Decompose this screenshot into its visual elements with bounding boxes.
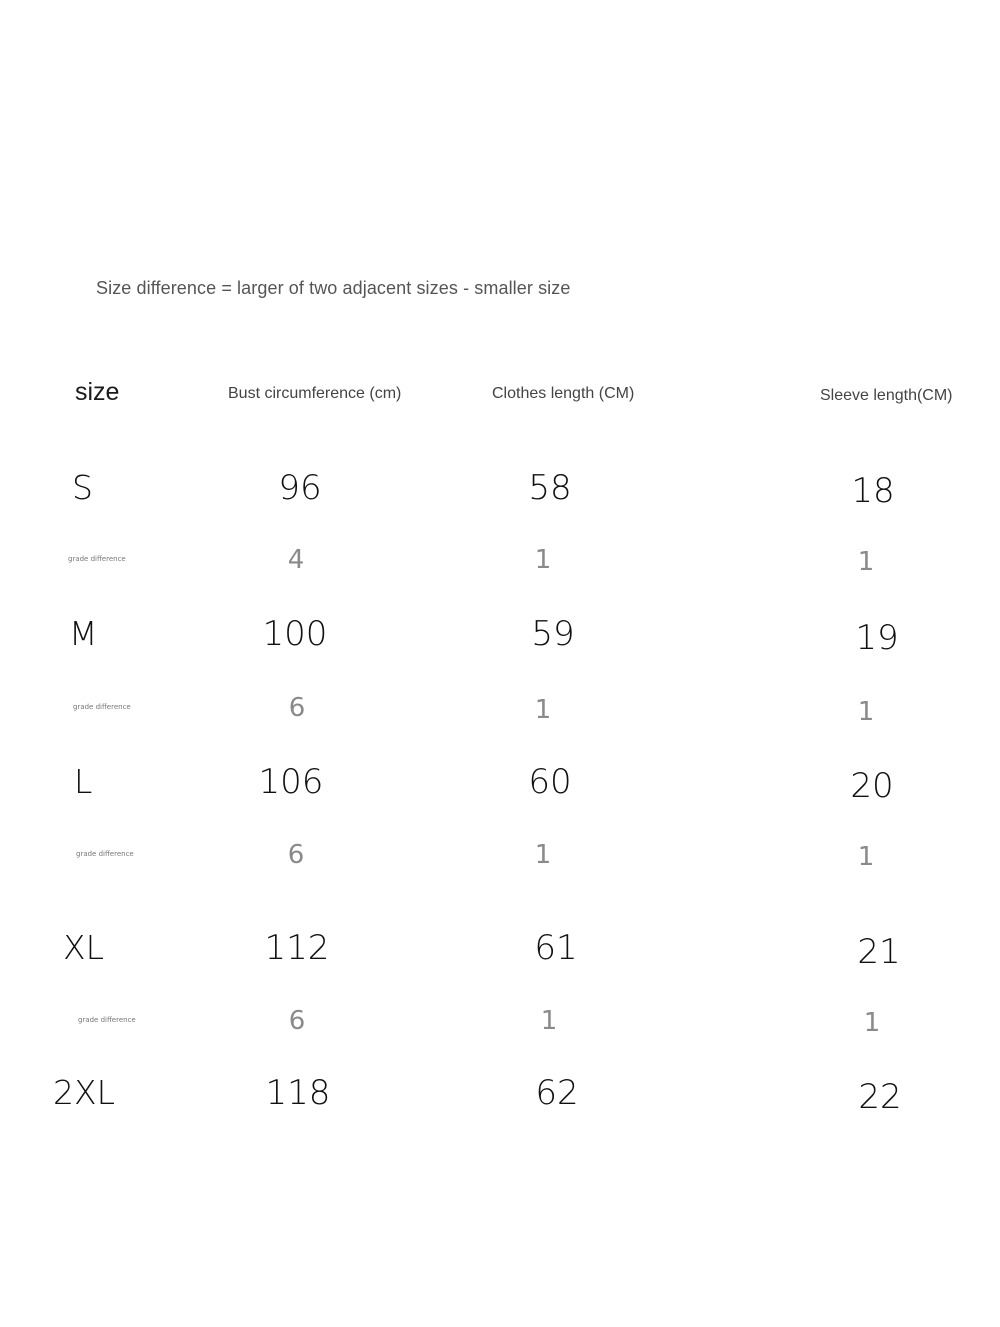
length-value: 60 [528,762,572,802]
size-label: L [74,762,93,801]
bust-value: 100 [262,614,328,654]
bust-value: 112 [264,928,330,968]
grade-difference-label: grade difference [76,850,134,858]
grade-difference-label: grade difference [68,555,126,563]
length-value: 59 [531,614,575,654]
bust-difference: 6 [288,693,306,723]
grade-difference-row [0,1006,1000,1050]
sleeve-value: 21 [857,932,901,972]
length-value: 62 [535,1073,579,1113]
sleeve-difference: 1 [857,547,875,577]
sleeve-difference: 1 [863,1008,881,1038]
length-difference: 1 [540,1006,558,1036]
header-size: size [75,378,120,406]
length-difference: 1 [534,545,552,575]
size-row-m [0,614,1000,658]
size-row-s [0,468,1000,512]
bust-difference: 6 [288,1006,306,1036]
size-label: 2XL [53,1073,115,1112]
header-clothes-length: Clothes length (CM) [492,385,635,402]
grade-difference-label: grade difference [78,1016,136,1024]
bust-difference: 6 [287,840,305,870]
length-difference: 1 [534,840,552,870]
length-value: 61 [534,928,578,968]
size-difference-note: Size difference = larger of two adjacent sizes - smaller size [96,278,571,298]
sleeve-value: 22 [858,1077,902,1117]
size-label: S [72,468,93,507]
sleeve-value: 20 [850,766,894,806]
bust-value: 106 [258,762,324,802]
sleeve-difference: 1 [857,842,875,872]
length-value: 58 [528,468,572,508]
sleeve-value: 19 [855,618,899,658]
size-label: XL [63,928,104,967]
bust-difference: 4 [287,545,305,575]
grade-difference-row [0,545,1000,589]
header-sleeve-length: Sleeve length(CM) [820,387,953,404]
bust-value: 118 [265,1073,331,1113]
header-bust-circumference: Bust circumference (cm) [228,385,402,402]
grade-difference-row [0,693,1000,737]
grade-difference-label: grade difference [73,703,131,711]
size-row-l [0,762,1000,806]
sleeve-difference: 1 [857,697,875,727]
size-row-xl [0,928,1000,972]
size-row-2xl [0,1073,1000,1117]
size-label: M [69,614,98,653]
sleeve-value: 18 [851,471,895,511]
bust-value: 96 [278,468,322,508]
length-difference: 1 [534,695,552,725]
grade-difference-row [0,840,1000,884]
